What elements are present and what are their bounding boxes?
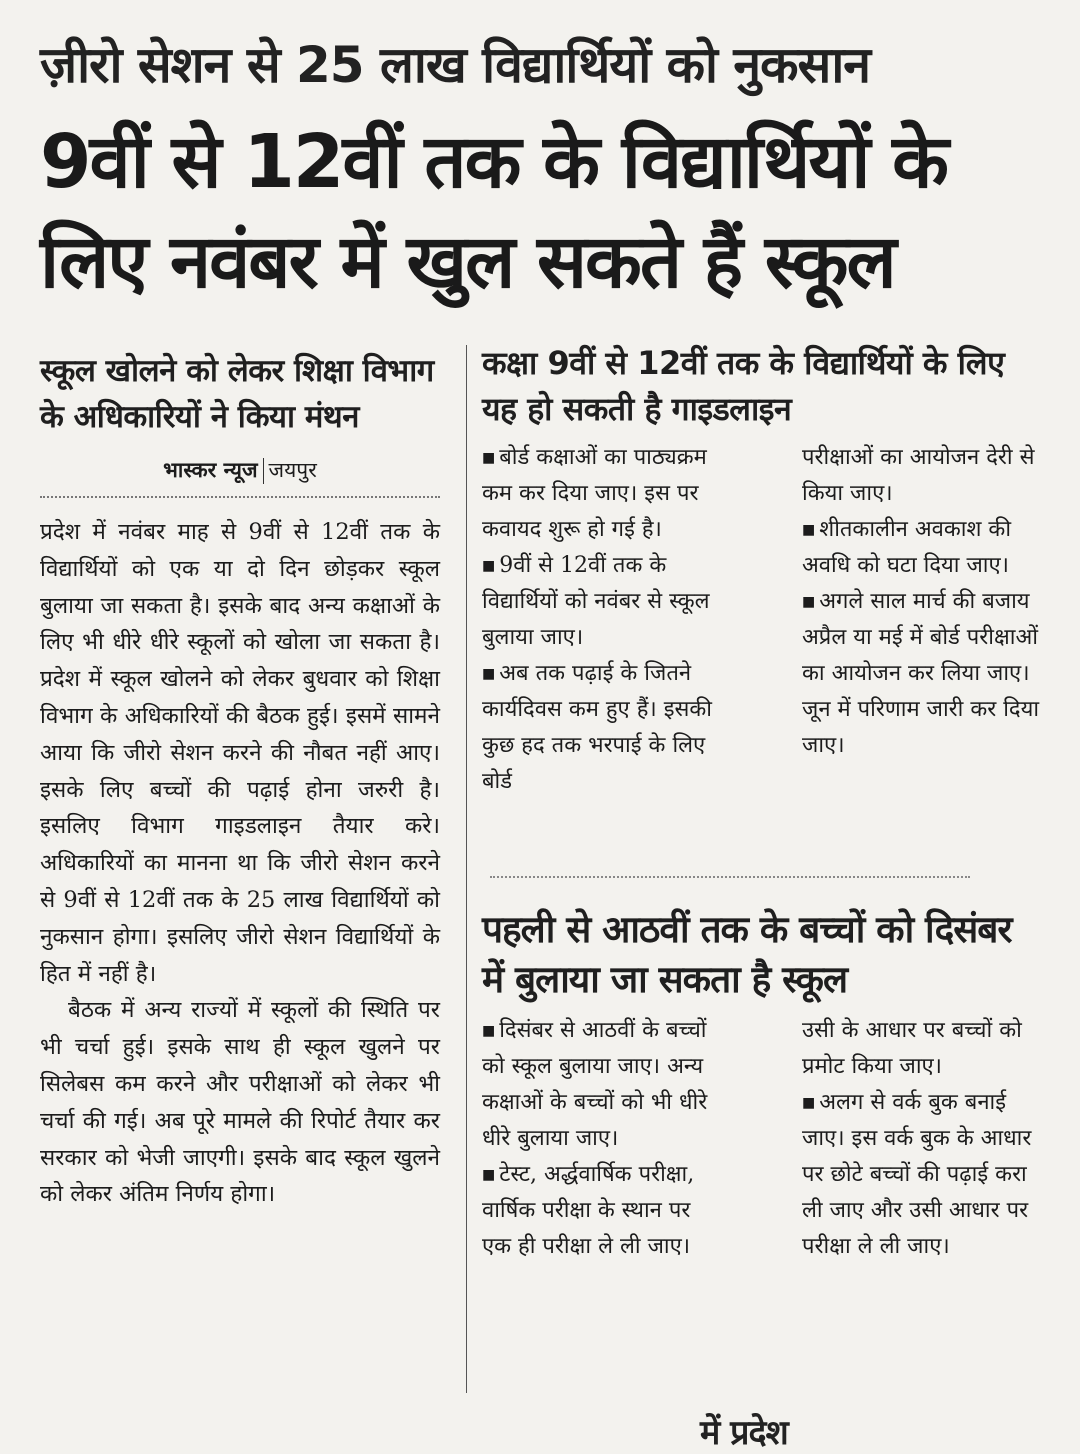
- continued-text: परीक्षाओं का आयोजन देरी से किया जाए।: [802, 445, 1035, 506]
- primary-col-1: [482, 1013, 722, 1265]
- bullet-item: ■ अब तक पढ़ाई के जितने कार्यदिवस कम हुए हैं। इसकी कुछ हद तक भरपाई के लिए बोर्ड: [482, 661, 712, 794]
- next-article-cutoff: में प्रदेश: [700, 1413, 788, 1453]
- guideline-columns: [482, 440, 1042, 800]
- byline-city: जयपुर: [268, 458, 317, 482]
- dotted-divider: [40, 496, 440, 498]
- bullet-item: ■ 9वीं से 12वीं तक के विद्यार्थियों को नवंबर से स्कूल बुलाया जाए।: [482, 553, 710, 650]
- primary-heading: पहली से आठवीं तक के बच्चों को दिसंबर में बुलाया जा सकता है स्कूल: [482, 908, 1012, 1001]
- guideline-box-9-12: [482, 340, 1042, 800]
- bullet-icon: ■: [482, 1167, 496, 1183]
- column-rule: [466, 345, 467, 1393]
- kicker-headline: ज़ीरो सेशन से 25 लाख विद्यार्थियों को नुकसान: [40, 36, 871, 94]
- bullet-icon: ■: [482, 666, 496, 682]
- bullet-icon: ■: [802, 594, 816, 610]
- left-column: [40, 348, 440, 1213]
- main-headline: 9वीं से 12वीं तक के विद्यार्थियों के लिए नवंबर में खुल सकते हैं स्कूल: [40, 119, 947, 305]
- continued-text: उसी के आधार पर बच्चों को प्रमोट किया जाए।: [802, 1018, 1022, 1079]
- section-divider: [490, 876, 970, 878]
- byline-agency: भास्कर न्यूज: [163, 458, 258, 482]
- body-paragraph: बैठक में अन्य राज्यों में स्कूलों की स्थिति पर भी चर्चा हुई। इसके साथ ही स्कूल खुलने पर सिलेबस कम करने और परीक्षाओं को लेकर भी चर्चा की गई। अब पूरे मामले की रिपोर्ट तैयार कर सरकार को भेजी जाएगी। इसके बाद स्कूल खुलने को लेकर अंतिम निर्णय होगा।: [40, 997, 440, 1208]
- primary-col-2: [802, 1013, 1042, 1265]
- primary-columns: [482, 1013, 1042, 1265]
- bullet-icon: ■: [802, 1095, 816, 1111]
- bullet-item: ■ टेस्ट, अर्द्धवार्षिक परीक्षा, वार्षिक परीक्षा के स्थान पर एक ही परीक्षा ले ली जाए।: [482, 1162, 695, 1259]
- bullet-item: ■ शीतकालीन अवकाश की अवधि को घटा दिया जाए।: [802, 517, 1012, 578]
- byline: [40, 454, 440, 486]
- bullet-icon: ■: [482, 1023, 496, 1039]
- bullet-icon: ■: [802, 522, 816, 538]
- byline-separator: [263, 458, 264, 484]
- guideline-col-2: [802, 440, 1042, 800]
- bullet-item: ■ दिसंबर से आठवीं के बच्चों को स्कूल बुलाया जाए। अन्य कक्षाओं के बच्चों को भी धीरे धीरे बुलाया जाए।: [482, 1018, 708, 1151]
- guideline-col-1: [482, 440, 722, 800]
- bullet-item: ■ अलग से वर्क बुक बनाई जाए। इस वर्क बुक के आधार पर छोटे बच्चों की पढ़ाई करा ली जाए और उसी आधार पर परीक्षा ले ली जाए।: [802, 1090, 1032, 1259]
- left-subhead: स्कूल खोलने को लेकर शिक्षा विभाग के अधिकारियों ने किया मंथन: [40, 353, 434, 435]
- bullet-icon: ■: [482, 558, 496, 574]
- bullet-item: ■ अगले साल मार्च की बजाय अप्रैल या मई में बोर्ड परीक्षाओं का आयोजन कर लिया जाए। जून में परिणाम जारी कर दिया जाए।: [802, 589, 1040, 758]
- bullet-icon: ■: [482, 450, 496, 466]
- bullet-item: ■ बोर्ड कक्षाओं का पाठ्यक्रम कम कर दिया जाए। इस पर कवायद शुरू हो गई है।: [482, 445, 707, 542]
- body-paragraph: प्रदेश में नवंबर माह से 9वीं से 12वीं तक के विद्यार्थियों को एक या दो दिन छोड़कर स्कूल बुलाया जा सकता है। इसके बाद अन्य कक्षाओं के लिए भी धीरे धीरे स्कूलों को खोला जा सकता है। प्रदेश में स्कूल खोलने को लेकर बुधवार को शिक्षा विभाग के अधिकारियों की बैठक हुई। इसमें सामने आया कि जीरो सेशन करने की नौबत नहीं आए। इसके लिए बच्चों की पढ़ाई होना जरुरी है। इसलिए विभाग गाइडलाइन तैयार करे। अधिकारियों का मानना था कि जीरो सेशन करने से 9वीं से 12वीं तक के 25 लाख विद्यार्थियों को नुकसान होगा। इसलिए जीरो सेशन विद्यार्थियों के हित में नहीं है।: [40, 519, 440, 987]
- guideline-heading: कक्षा 9वीं से 12वीं तक के विद्यार्थियों के लिए यह हो सकती है गाइडलाइन: [482, 344, 1005, 428]
- guideline-box-1-8: [482, 905, 1042, 1265]
